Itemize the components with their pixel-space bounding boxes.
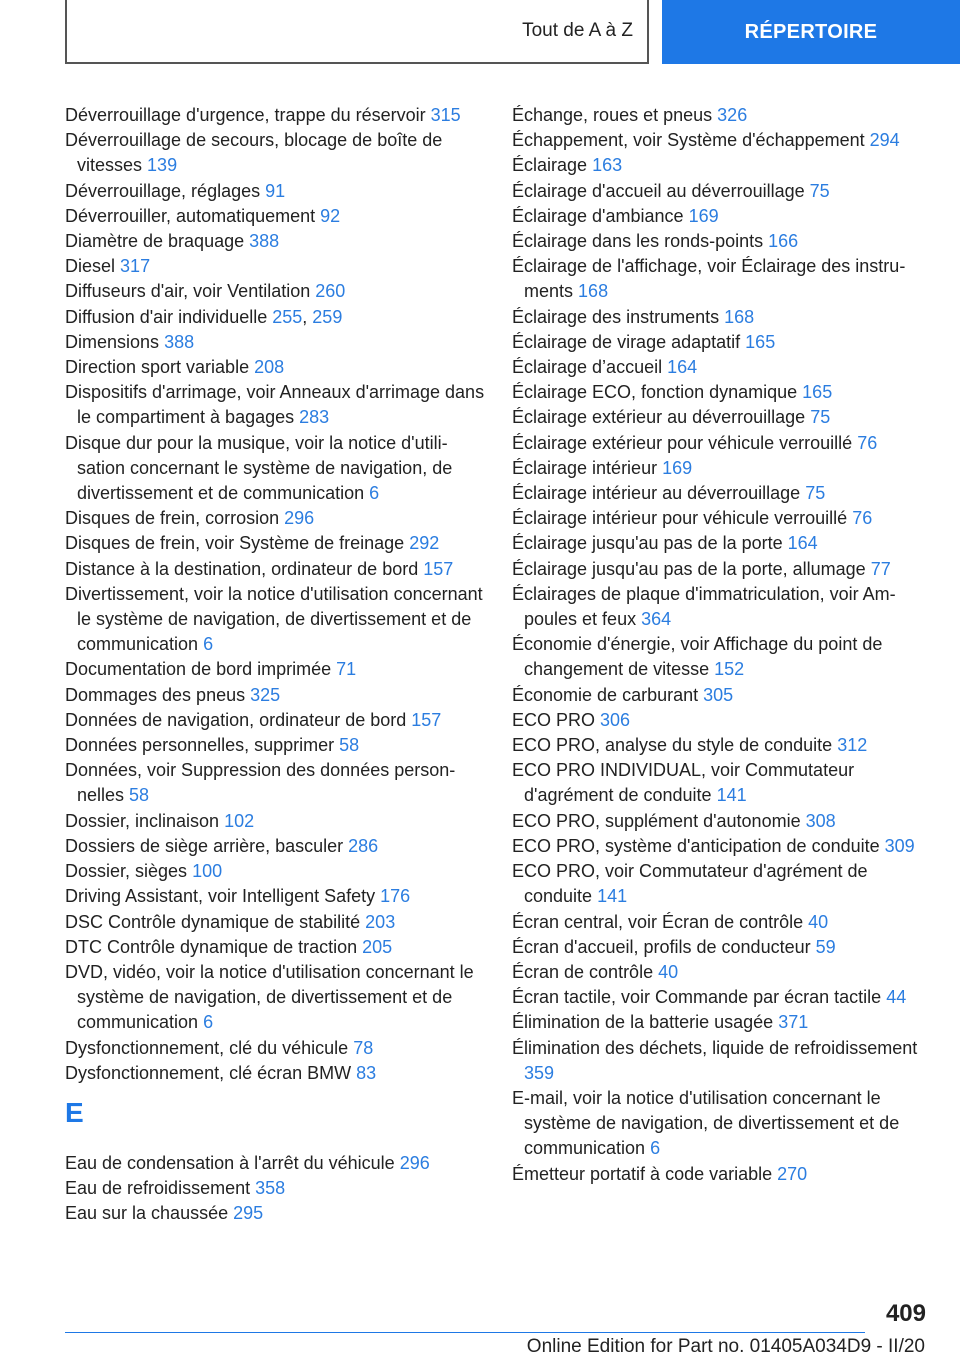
page-link[interactable]: 388 <box>249 231 280 252</box>
index-entry-text: Éclairage intérieur pour véhicule verrouillé <box>512 508 848 529</box>
index-entry-text: Divertissement, voir la notice d'utilisation concernant le système de navigation, de divertissement et de communication <box>65 583 483 655</box>
index-entry <box>65 128 485 178</box>
page-link[interactable]: 77 <box>870 558 891 579</box>
page-link[interactable]: 75 <box>810 407 831 428</box>
index-entry-text: Éclairage des instruments <box>512 306 720 327</box>
page-link[interactable]: 205 <box>362 936 393 957</box>
index-entry <box>512 204 930 229</box>
index-entry <box>512 128 930 153</box>
index-entry <box>65 229 485 254</box>
page-link[interactable]: 71 <box>336 659 357 680</box>
page-link[interactable]: 165 <box>745 331 776 352</box>
page-link[interactable]: 6 <box>650 1138 661 1159</box>
index-entry <box>512 456 930 481</box>
page-link[interactable]: 40 <box>658 961 679 982</box>
index-entry-text: Eau sur la chaussée <box>65 1203 229 1224</box>
page-link[interactable]: 139 <box>147 155 178 176</box>
index-entry-text: Éclairage jusqu'au pas de la porte, allumage <box>512 558 866 579</box>
page-link[interactable]: 312 <box>837 735 868 756</box>
index-entry <box>65 531 485 556</box>
index-entry-text: Eau de refroidissement <box>65 1178 251 1199</box>
index-entry-text: Données de navigation, ordinateur de bord <box>65 709 407 730</box>
index-entry-text: Éclairage de l'affichage, voir Éclairage des instruments <box>512 256 906 302</box>
index-entry <box>512 330 930 355</box>
page-link[interactable]: 325 <box>250 684 281 705</box>
page-link[interactable]: 157 <box>423 558 454 579</box>
index-entry <box>65 1176 485 1201</box>
index-entry <box>65 1061 485 1086</box>
index-entry-text: Dossiers de siège arrière, basculer <box>65 835 344 856</box>
page-link[interactable]: 58 <box>339 735 360 756</box>
index-entry-text: Éclairage ECO, fonction dynamique <box>512 382 798 403</box>
index-entry-text: Éclairage intérieur au déverrouillage <box>512 483 801 504</box>
page-link[interactable]: 308 <box>805 810 836 831</box>
page-link[interactable]: 315 <box>430 105 461 125</box>
footer-divider <box>65 1332 865 1333</box>
index-entry-text: E-mail, voir la notice d'utilisation concernant le système de navigation, de divertissement et de communication <box>512 1087 900 1159</box>
page-link[interactable]: 169 <box>688 205 719 226</box>
index-entry-text: Diesel <box>65 256 116 277</box>
index-entry <box>512 708 930 733</box>
index-entry <box>512 582 930 632</box>
index-entry <box>512 960 930 985</box>
page-link[interactable]: 359 <box>524 1062 555 1083</box>
index-entry <box>65 834 485 859</box>
page-link[interactable]: 164 <box>667 357 698 378</box>
page-link[interactable]: 203 <box>365 911 396 932</box>
index-entry <box>512 431 930 456</box>
page-link[interactable]: 306 <box>600 709 631 730</box>
index-entry <box>65 935 485 960</box>
page-link[interactable]: 326 <box>717 105 748 125</box>
index-entry-text: Diamètre de braquage <box>65 231 245 252</box>
page-link[interactable]: 83 <box>356 1062 377 1083</box>
index-entry <box>65 355 485 380</box>
index-entry <box>65 380 485 430</box>
page-link[interactable]: 295 <box>233 1203 264 1224</box>
page-link[interactable]: 141 <box>597 886 628 907</box>
index-entry-text: Éclairage d'accueil au déverrouillage <box>512 180 805 201</box>
page-link[interactable]: 364 <box>641 609 672 630</box>
index-entry <box>65 657 485 682</box>
page-link[interactable]: 296 <box>284 508 315 529</box>
page-link[interactable]: 317 <box>120 256 151 277</box>
page-link[interactable]: 286 <box>348 835 379 856</box>
index-entry <box>512 935 930 960</box>
index-column-right <box>512 103 930 1187</box>
page-link[interactable]: 152 <box>714 659 745 680</box>
page-link[interactable]: 59 <box>815 936 836 957</box>
index-entry <box>512 355 930 380</box>
page-link[interactable]: 371 <box>778 1012 809 1033</box>
index-entry-text: Dysfonctionnement, clé du véhicule <box>65 1037 349 1058</box>
index-entry-text: Déverrouiller, automatiquement <box>65 205 316 226</box>
index-entry-text: Élimination de la batterie usagée <box>512 1012 774 1033</box>
index-entry-text: Éclairage extérieur pour véhicule verrouillé <box>512 432 853 453</box>
index-entry-text: Dommages des pneus <box>65 684 246 705</box>
index-entry-text: Éclairage jusqu'au pas de la porte <box>512 533 783 554</box>
index-entry-text: Éclairage d’accueil <box>512 357 663 378</box>
index-entry <box>65 103 485 128</box>
index-entry <box>65 1201 485 1226</box>
index-entry-text: Données personnelles, supprimer <box>65 735 335 756</box>
page-link[interactable]: 388 <box>164 331 195 352</box>
index-entry-text: Éclairage <box>512 155 588 176</box>
page-link[interactable]: 102 <box>224 810 255 831</box>
index-entry <box>65 758 485 808</box>
index-entry <box>512 910 930 935</box>
index-entry-text: Émetteur portatif à code variable <box>512 1163 773 1184</box>
page-link[interactable]: 76 <box>852 508 873 529</box>
page-number: 409 <box>885 1300 926 1327</box>
index-entry-text: ECO PRO, analyse du style de conduite <box>512 735 833 756</box>
index-entry <box>512 985 930 1010</box>
page-link[interactable]: 309 <box>884 835 915 856</box>
index-entry-text: Éclairage intérieur <box>512 457 658 478</box>
page-link[interactable]: 163 <box>592 155 623 176</box>
index-entry-text: ECO PRO, système d'anticipation de conduite <box>512 835 880 856</box>
index-entry-text: Direction sport variable <box>65 357 250 378</box>
index-entry <box>65 809 485 834</box>
index-entry-text: Éclairage dans les ronds-points <box>512 231 764 252</box>
page-link[interactable]: 78 <box>353 1037 374 1058</box>
index-entry-text: Dossier, sièges <box>65 861 188 882</box>
index-entry-text: Échappement, voir Système d'échappement <box>512 130 865 151</box>
page-link[interactable]: 292 <box>409 533 440 554</box>
index-entry <box>512 632 930 682</box>
index-entry-text: Éclairage de virage adaptatif <box>512 331 741 352</box>
index-entry <box>512 506 930 531</box>
index-entry-text: Diffusion d'air individuelle <box>65 306 268 327</box>
index-entry <box>512 859 930 909</box>
page-link[interactable]: 208 <box>254 357 285 378</box>
header <box>0 0 960 64</box>
index-entry <box>65 279 485 304</box>
index-entry <box>512 1086 930 1162</box>
index-entry-text: Éclairage extérieur au déverrouillage <box>512 407 806 428</box>
page-link[interactable]: 75 <box>809 180 830 201</box>
index-entry-text: Eau de condensation à l'arrêt du véhicule <box>65 1152 395 1173</box>
index-entry <box>512 405 930 430</box>
index-entry <box>512 153 930 178</box>
page-link[interactable]: 75 <box>805 483 826 504</box>
index-entry <box>512 557 930 582</box>
index-entry <box>512 305 930 330</box>
index-entry-text: Écran d'accueil, profils de conducteur <box>512 936 811 957</box>
page-link[interactable]: 141 <box>716 785 747 806</box>
page-link[interactable]: 296 <box>399 1152 430 1173</box>
index-entry-text: Diffuseurs d'air, voir Ventilation <box>65 281 311 302</box>
index-entry-text: Déverrouillage, réglages <box>65 180 261 201</box>
index-entry <box>512 481 930 506</box>
index-entry <box>65 884 485 909</box>
index-entry <box>512 1162 930 1187</box>
page-link[interactable]: 283 <box>299 407 330 428</box>
page-link[interactable]: 164 <box>787 533 818 554</box>
index-entry <box>65 1036 485 1061</box>
index-entry <box>65 506 485 531</box>
index-entry: Diffusion d'air individuelle 255, 259 <box>65 306 343 327</box>
index-entry <box>65 179 485 204</box>
index-entry-text: Disque dur pour la musique, voir la notice d'utilisation concernant le système de navigation, de divertissement et de communication <box>65 432 453 504</box>
page-link[interactable]: 176 <box>380 886 411 907</box>
tab-tout-de-a-a-z[interactable]: Tout de A à Z <box>65 0 649 64</box>
index-entry <box>65 204 485 229</box>
page-link[interactable]: 169 <box>662 457 693 478</box>
index-entry <box>65 683 485 708</box>
section-letter: E <box>65 1096 84 1128</box>
index-entry <box>65 733 485 758</box>
index-entry <box>512 758 930 808</box>
index-entry <box>512 1010 930 1035</box>
page-link[interactable]: 40 <box>808 911 829 932</box>
page-link[interactable]: 58 <box>129 785 150 806</box>
page-link[interactable]: 259 <box>312 306 343 327</box>
index-entry <box>65 431 485 507</box>
index-entry-text: Dispositifs d'arrimage, voir Anneaux d'arrimage dans le compartiment à bagages <box>65 382 485 428</box>
index-entry-text: ECO PRO, voir Commutateur d'agrément de conduite <box>512 861 868 907</box>
index-entry <box>65 910 485 935</box>
page-link[interactable]: 92 <box>320 205 341 226</box>
index-entry <box>512 531 930 556</box>
index-entry-text: DSC Contrôle dynamique de stabilité <box>65 911 361 932</box>
index-entry <box>65 254 485 279</box>
page-link[interactable]: 157 <box>411 709 442 730</box>
index-entry <box>512 733 930 758</box>
index-entry <box>512 179 930 204</box>
index-entry <box>512 103 930 128</box>
index-entry <box>65 330 485 355</box>
page-link[interactable]: 6 <box>369 483 380 504</box>
index-entry-text: Éclairages de plaque d'immatriculation, voir Ampoules et feux <box>512 583 896 630</box>
index-entry-text: Déverrouillage de secours, blocage de boîte de vitesses <box>65 130 443 176</box>
page-link[interactable]: 100 <box>192 861 223 882</box>
page-link[interactable]: 76 <box>857 432 878 453</box>
index-entry-text: DVD, vidéo, voir la notice d'utilisation concernant le système de navigation, de divertissement et de communication <box>65 961 474 1033</box>
index-entry-text: Économie de carburant <box>512 684 699 705</box>
index-entry-text: Écran tactile, voir Commande par écran tactile <box>512 987 882 1008</box>
index-entry <box>512 834 930 859</box>
index-entry-text: Économie d'énergie, voir Affichage du point de changement de vitesse <box>512 634 883 680</box>
index-entry-text: ECO PRO INDIVIDUAL, voir Commutateur d'agrément de conduite <box>512 760 855 806</box>
index-entry-text: Écran de contrôle <box>512 961 654 982</box>
index-entry <box>512 229 930 254</box>
index-entry <box>65 708 485 733</box>
page-link[interactable]: 270 <box>777 1163 808 1184</box>
index-entry-text: Écran central, voir Écran de contrôle <box>512 911 804 932</box>
page-link[interactable]: 166 <box>768 231 799 252</box>
index-entry <box>512 683 930 708</box>
page-link[interactable]: 358 <box>255 1178 286 1199</box>
index-entry-text: Dossier, inclinaison <box>65 810 220 831</box>
page-link[interactable]: 294 <box>869 130 900 151</box>
index-entry <box>65 582 485 658</box>
index-entry-text: Driving Assistant, voir Intelligent Safety <box>65 886 376 907</box>
index-entry <box>65 859 485 884</box>
index-entry <box>65 960 485 1036</box>
index-entry <box>512 809 930 834</box>
index-entry <box>512 1036 930 1086</box>
index-entry <box>512 254 930 304</box>
index-entry-text: Éclairage d'ambiance <box>512 205 684 226</box>
index-entry-text: Documentation de bord imprimée <box>65 659 332 680</box>
page-link[interactable]: 168 <box>578 281 609 302</box>
index-entry-text: Élimination des déchets, liquide de refroidissement <box>512 1037 918 1058</box>
page-link[interactable]: 260 <box>315 281 346 302</box>
index-entry-text: Déverrouillage d'urgence, trappe du réservoir <box>65 105 426 125</box>
page-link[interactable]: 168 <box>724 306 755 327</box>
index-entry-text: Dysfonctionnement, clé écran BMW <box>65 1062 352 1083</box>
index-entry-text: DTC Contrôle dynamique de traction <box>65 936 358 957</box>
index-entry-text: Distance à la destination, ordinateur de bord <box>65 558 419 579</box>
index-entry <box>65 1151 485 1176</box>
index-entry-text: Données, voir Suppression des données personnelles <box>65 760 456 806</box>
index-entry-text: Disques de frein, corrosion <box>65 508 280 529</box>
index-entry-text: Dimensions <box>65 331 160 352</box>
page-link[interactable]: 91 <box>265 180 286 201</box>
page-link[interactable]: 6 <box>203 1012 214 1033</box>
index-entry-text: ECO PRO <box>512 709 596 730</box>
tab-repertoire[interactable]: RÉPERTOIRE <box>662 0 960 64</box>
index-entry-text: ECO PRO, supplément d'autonomie <box>512 810 801 831</box>
index-entry <box>512 380 930 405</box>
index-entry-text: Disques de frein, voir Système de freinage <box>65 533 405 554</box>
page-link[interactable]: 255 <box>272 306 303 327</box>
index-entry-text: Échange, roues et pneus <box>512 105 713 125</box>
page-link[interactable]: 6 <box>203 634 214 655</box>
page-link[interactable]: 44 <box>886 987 907 1008</box>
page-link[interactable]: 165 <box>802 382 833 403</box>
footer-edition: Online Edition for Part no. 01405A034D9 - II/20 <box>526 1336 925 1357</box>
page-link[interactable]: 305 <box>703 684 734 705</box>
index-column-left <box>65 103 485 1227</box>
index-entry <box>65 557 485 582</box>
